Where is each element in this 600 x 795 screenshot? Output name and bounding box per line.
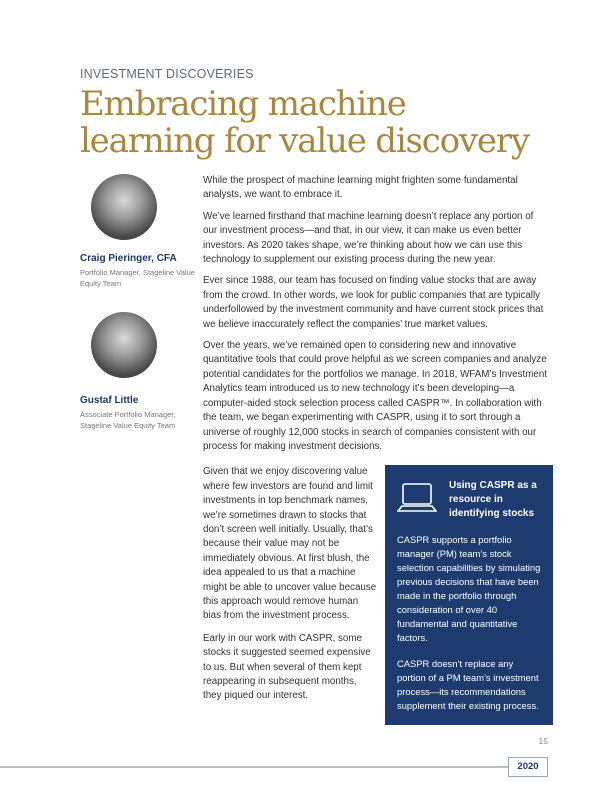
- authors-column: [80, 174, 203, 461]
- footer-rule: [0, 766, 508, 768]
- footer-row: [0, 757, 548, 777]
- author-name: Craig Pieringer, CFA: [80, 253, 177, 264]
- paragraph: Early in our work with CASPR, some stocks it suggested seemed expensive to us. But when several of them kept reappearing in subsequent months, they piqued our interest.: [203, 632, 371, 702]
- sidebar-paragraph: CASPR supports a portfolio manager (PM) team’s stock selection capabilities by simulating previous decisions that have been made in the portfolio through consideration of over 40 fundamental and quantitative factors.: [397, 534, 541, 644]
- year-badge: 2020: [508, 757, 548, 777]
- sidebar-heading: Using CASPR as a resource in identifying stocks: [449, 480, 537, 520]
- sidebar-paragraph: CASPR doesn’t replace any portion of a PM team’s investment process—its recommendations supplement their existing process.: [397, 658, 539, 712]
- author-photo-craig: [91, 174, 157, 240]
- laptop-icon: [397, 483, 437, 513]
- article-body-continued: [203, 465, 377, 712]
- caspr-sidebar: [385, 465, 553, 725]
- paragraph: We’ve learned firsthand that machine learning doesn’t replace any portion of our investment process—and that, in our view, it can make us even better investors. As 2020 takes shape, we’re thinking about how we can use this technology to supplement our existing process during the new year.: [203, 210, 534, 266]
- paragraph: Over the years, we’ve remained open to considering new and innovative quantitative tools that could prove helpful as we screen companies and analyze potential candidates for the portfolios we manage. In 2018, WFAM’s Investment Analytics team introduced us to new technology it’s been developing—a computer-aided stock selection process called CASPR™. In collaboration with the team, we began experimenting with CASPR, using it to sort through a universe of roughly 12,000 stocks in search of companies consistent with our process for making investment decisions.: [203, 340, 547, 452]
- paragraph: While the prospect of machine learning might frighten some fundamental analysts, we want to embrace it.: [203, 175, 518, 201]
- author-name: Gustaf Little: [80, 395, 139, 406]
- paragraph: Given that we enjoy discovering value where few investors are found and limit investments in top benchmark names, we’re sometimes drawn to stocks that don’t screen well initially. Usually, that’s because their value may not be immediately obvious. At first blush, the idea appealed to us that a machine might be able to uncover value because this approach would remove human bias from the investment process.: [203, 466, 377, 622]
- paragraph: Ever since 1988, our team has focused on finding value stocks that are away from the crowd. In other words, we look for public companies that are typically underfollowed by the investment community and have current stock prices that we believe inaccurately reflect the companies’ true market values.: [203, 275, 544, 330]
- bottom-section: [203, 465, 548, 725]
- article-body: [203, 174, 548, 461]
- author-role: Portfolio Manager, Stageline Value Equity Team: [80, 268, 195, 288]
- page-number: 15: [538, 736, 548, 747]
- author-role: Associate Portfolio Manager, Stageline Value Equity Team: [80, 410, 176, 430]
- author-photo-gustaf: [91, 312, 157, 378]
- footer: [80, 725, 548, 777]
- top-section: [80, 174, 548, 461]
- page-title: Embracing machine learning for value discovery: [80, 84, 529, 161]
- section-kicker: INVESTMENT DISCOVERIES: [80, 67, 254, 81]
